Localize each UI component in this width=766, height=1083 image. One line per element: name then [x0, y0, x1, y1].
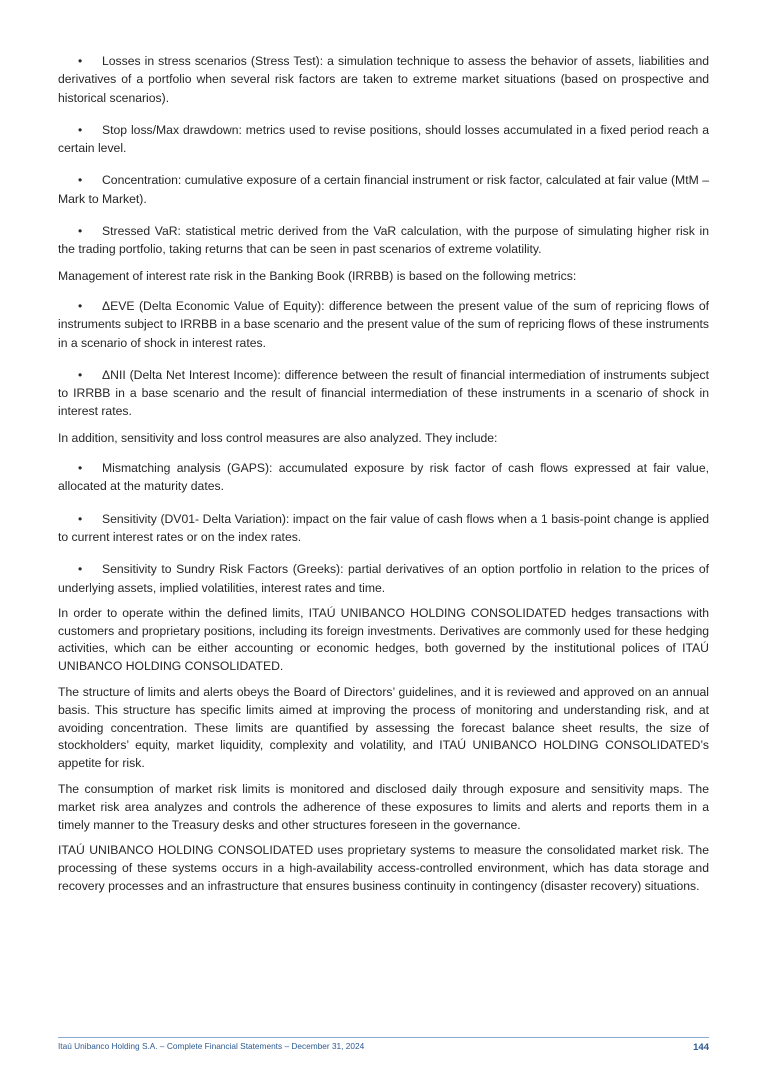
bullet-marker: • — [78, 461, 83, 476]
irrbb-intro: Management of interest rate risk in the Banking Book (IRRBB) is based on the following metrics: — [58, 268, 577, 283]
bullet-marker: • — [78, 367, 83, 382]
bullet-text: ΔEVE (Delta Economic Value of Equity): difference between the present value of the sum of repricing flows of instruments subject to IRRBB in a base scenario and the present value of the sum of repricing flows of these instruments in a scenario of shock in interest rates. — [58, 298, 709, 350]
bullet-item-stress-test — [58, 52, 709, 107]
document-body — [58, 52, 709, 904]
paragraph-limits-monitoring: The consumption of market risk limits is monitored and disclosed daily through exposure and sensitivity maps. The market risk area analyzes and controls the adherence of these exposures to limits and alerts and reports them in a timely manner to the Treasury desks and other structures foreseen in the governance. — [58, 782, 709, 832]
bullet-item-stressed-var — [58, 222, 709, 259]
bullet-item-gaps — [58, 459, 709, 496]
bullet-marker: • — [78, 511, 83, 526]
bullet-item-delta-eve — [58, 297, 709, 352]
paragraph-hedging: In order to operate within the defined limits, ITAÚ UNIBANCO HOLDING CONSOLIDATED hedges transactions with customers and proprietary positions, including its foreign investments. Derivatives are commonly used for these hedging activities, which can be either accounting or economic hedges, both governed by the institutional polices of ITAÚ UNIBANCO HOLDING CONSOLIDATED. — [58, 605, 709, 674]
bullet-marker: • — [78, 298, 83, 313]
bullet-text: Stressed VaR: statistical metric derived from the VaR calculation, with the purpose of simulating higher risk in the trading portfolio, taking returns that can be seen in past scenarios of extreme volatility. — [58, 224, 709, 257]
footer-document-title: Itaú Unibanco Holding S.A. – Complete Financial Statements – December 31, 2024 — [58, 1041, 365, 1051]
bullet-marker: • — [78, 224, 83, 239]
bullet-item-concentration — [58, 171, 709, 208]
bullet-text: Sensitivity to Sundry Risk Factors (Greeks): partial derivatives of an option portfolio in relation to the prices of underlying assets, implied volatilities, interest rates and time. — [58, 562, 709, 595]
bullet-item-delta-nii — [58, 366, 709, 421]
bullet-text: Stop loss/Max drawdown: metrics used to revise positions, should losses accumulated in a fixed period reach a certain level. — [58, 122, 709, 156]
page-number: 144 — [693, 1042, 709, 1053]
bullet-text: Sensitivity (DV01- Delta Variation): impact on the fair value of cash flows when a 1 basis-point change is applied to current interest rates or on the index rates. — [58, 511, 709, 544]
bullet-text: Concentration: cumulative exposure of a certain financial instrument or risk factor, calculated at fair value (MtM – Mark to Market). — [58, 173, 709, 206]
bullet-marker: • — [78, 562, 83, 577]
bullet-item-dv01 — [58, 510, 709, 547]
sensitivity-intro: In addition, sensitivity and loss control measures are also analyzed. They include: — [58, 430, 498, 445]
footer-divider — [58, 1037, 709, 1038]
bullet-item-greeks — [58, 560, 709, 597]
bullet-text: Losses in stress scenarios (Stress Test): a simulation technique to assess the behavior of assets, liabilities and derivatives of a portfolio when several risk factors are taken to extreme market situations (based on prospective and historical scenarios). — [58, 54, 709, 105]
paragraph-proprietary-systems: ITAÚ UNIBANCO HOLDING CONSOLIDATED uses proprietary systems to measure the consolidated market risk. The processing of these systems occurs in a high-availability access-controlled environment, which has data storage and recovery processes and an infrastructure that ensures business continuity in contingency (disaster recovery) situations. — [58, 843, 709, 893]
bullet-text: ΔNII (Delta Net Interest Income): difference between the result of financial intermediation of instruments subject to IRRBB in a base scenario and the result of financial intermediation of these instruments in a scenario of shock in interest rates. — [58, 367, 709, 419]
bullet-marker: • — [78, 122, 83, 137]
bullet-item-stop-loss — [58, 121, 709, 158]
paragraph-limits-structure: The structure of limits and alerts obeys the Board of Directors’ guidelines, and it is reviewed and approved on an annual basis. This structure has specific limits aimed at improving the process of monitoring and understanding risk, and at avoiding concentration. These limits are quantified by assessing the forecast balance sheet results, the size of stockholders’ equity, market liquidity, complexity and volatility, and ITAÚ UNIBANCO HOLDING CONSOLIDATED’s appetite for risk. — [58, 685, 709, 771]
bullet-text: Mismatching analysis (GAPS): accumulated exposure by risk factor of cash flows expressed at fair value, allocated at the maturity dates. — [58, 461, 709, 494]
bullet-marker: • — [78, 54, 83, 68]
bullet-marker: • — [78, 173, 83, 188]
